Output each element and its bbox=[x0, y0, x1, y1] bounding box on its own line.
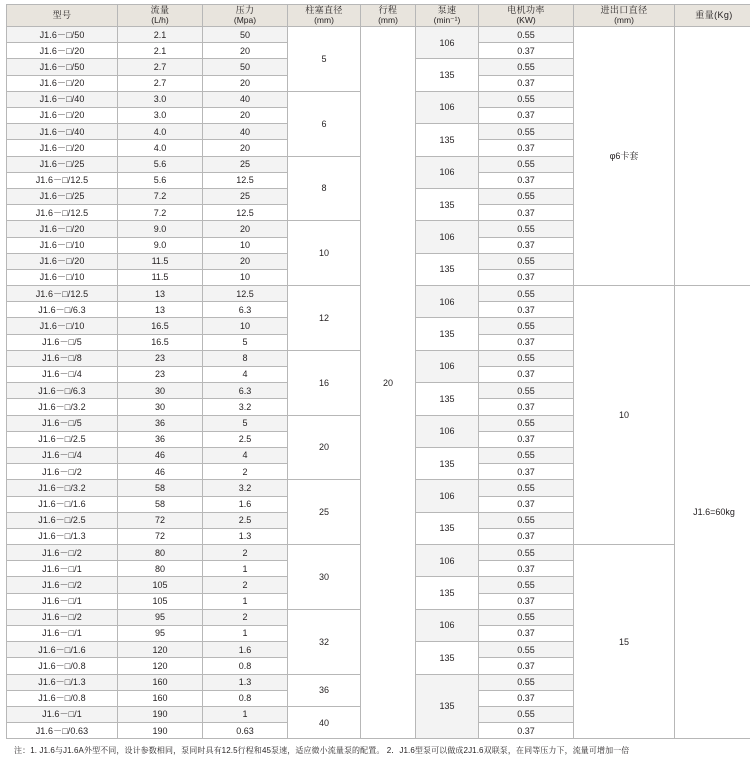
cell-pump-speed: 135 bbox=[416, 318, 479, 350]
cell-pressure: 20 bbox=[203, 108, 288, 124]
cell-pressure: 2 bbox=[203, 577, 288, 593]
cell-model: J1.6－□/6.3 bbox=[7, 383, 118, 399]
cell-model: J1.6－□/10 bbox=[7, 318, 118, 334]
cell-pressure: 2 bbox=[203, 609, 288, 625]
cell-motor-power: 0.55 bbox=[479, 512, 574, 528]
cell-model: J1.6－□/12.5 bbox=[7, 172, 118, 188]
col-header-power bbox=[479, 5, 574, 27]
cell-pressure: 20 bbox=[203, 75, 288, 91]
cell-plunger-diameter: 6 bbox=[288, 91, 361, 156]
col-header-plunger bbox=[288, 5, 361, 27]
cell-pressure: 25 bbox=[203, 188, 288, 204]
cell-motor-power: 0.37 bbox=[479, 690, 574, 706]
col-header-pressure-unit: (Mpa) bbox=[203, 16, 287, 26]
cell-pressure: 20 bbox=[203, 221, 288, 237]
col-header-flow bbox=[118, 5, 203, 27]
cell-model: J1.6－□/1 bbox=[7, 626, 118, 642]
cell-pressure: 20 bbox=[203, 253, 288, 269]
cell-pressure: 10 bbox=[203, 318, 288, 334]
cell-motor-power: 0.55 bbox=[479, 156, 574, 172]
cell-motor-power: 0.37 bbox=[479, 172, 574, 188]
cell-flow: 9.0 bbox=[118, 221, 203, 237]
cell-motor-power: 0.37 bbox=[479, 367, 574, 383]
cell-pump-speed: 106 bbox=[416, 27, 479, 59]
cell-pump-speed: 106 bbox=[416, 221, 479, 253]
cell-model: J1.6－□/1 bbox=[7, 593, 118, 609]
cell-flow: 95 bbox=[118, 609, 203, 625]
cell-model: J1.6－□/3.2 bbox=[7, 399, 118, 415]
col-header-speed-title: 泵速 bbox=[438, 5, 457, 15]
cell-pump-speed: 135 bbox=[416, 253, 479, 285]
cell-plunger-diameter: 40 bbox=[288, 706, 361, 738]
cell-flow: 23 bbox=[118, 367, 203, 383]
cell-motor-power: 0.37 bbox=[479, 334, 574, 350]
cell-motor-power: 0.37 bbox=[479, 658, 574, 674]
cell-model: J1.6－□/2 bbox=[7, 545, 118, 561]
col-header-weight bbox=[675, 5, 750, 27]
table-row bbox=[7, 27, 750, 43]
cell-weight: J1.6=60kg bbox=[675, 286, 750, 739]
cell-pump-speed: 106 bbox=[416, 156, 479, 188]
cell-pressure: 1.6 bbox=[203, 496, 288, 512]
cell-motor-power: 0.55 bbox=[479, 415, 574, 431]
cell-motor-power: 0.55 bbox=[479, 318, 574, 334]
cell-flow: 16.5 bbox=[118, 334, 203, 350]
cell-motor-power: 0.55 bbox=[479, 480, 574, 496]
cell-model: J1.6－□/5 bbox=[7, 415, 118, 431]
col-header-speed-unit: (min⁻¹) bbox=[416, 16, 478, 26]
cell-plunger-diameter: 8 bbox=[288, 156, 361, 221]
cell-pressure: 2 bbox=[203, 464, 288, 480]
cell-pressure: 1.3 bbox=[203, 528, 288, 544]
cell-pump-speed: 135 bbox=[416, 674, 479, 739]
cell-plunger-diameter: 16 bbox=[288, 350, 361, 415]
table-body bbox=[7, 27, 750, 739]
cell-pressure: 3.2 bbox=[203, 480, 288, 496]
cell-flow: 105 bbox=[118, 577, 203, 593]
cell-model: J1.6－□/25 bbox=[7, 188, 118, 204]
cell-flow: 11.5 bbox=[118, 269, 203, 285]
cell-model: J1.6－□/4 bbox=[7, 447, 118, 463]
cell-pressure: 0.63 bbox=[203, 723, 288, 739]
cell-motor-power: 0.55 bbox=[479, 674, 574, 690]
cell-model: J1.6－□/1.3 bbox=[7, 674, 118, 690]
cell-motor-power: 0.37 bbox=[479, 561, 574, 577]
cell-pressure: 20 bbox=[203, 43, 288, 59]
cell-flow: 36 bbox=[118, 415, 203, 431]
cell-model: J1.6－□/2 bbox=[7, 464, 118, 480]
cell-pressure: 12.5 bbox=[203, 205, 288, 221]
cell-pressure: 2.5 bbox=[203, 512, 288, 528]
cell-pump-speed: 106 bbox=[416, 350, 479, 382]
cell-flow: 30 bbox=[118, 383, 203, 399]
cell-motor-power: 0.37 bbox=[479, 723, 574, 739]
cell-plunger-diameter: 30 bbox=[288, 545, 361, 610]
cell-motor-power: 0.37 bbox=[479, 399, 574, 415]
cell-motor-power: 0.37 bbox=[479, 528, 574, 544]
cell-pressure: 0.8 bbox=[203, 690, 288, 706]
cell-plunger-diameter: 25 bbox=[288, 480, 361, 545]
cell-pump-speed: 135 bbox=[416, 512, 479, 544]
cell-flow: 2.7 bbox=[118, 75, 203, 91]
cell-flow: 2.7 bbox=[118, 59, 203, 75]
cell-flow: 58 bbox=[118, 496, 203, 512]
cell-model: J1.6－□/10 bbox=[7, 269, 118, 285]
cell-pressure: 4 bbox=[203, 367, 288, 383]
cell-model: J1.6－□/40 bbox=[7, 124, 118, 140]
cell-motor-power: 0.55 bbox=[479, 577, 574, 593]
cell-pressure: 1 bbox=[203, 561, 288, 577]
cell-motor-power: 0.37 bbox=[479, 108, 574, 124]
cell-model: J1.6－□/50 bbox=[7, 27, 118, 43]
cell-pump-speed: 135 bbox=[416, 383, 479, 415]
col-header-model-title: 型号 bbox=[53, 10, 72, 20]
cell-model: J1.6－□/40 bbox=[7, 91, 118, 107]
cell-motor-power: 0.55 bbox=[479, 253, 574, 269]
col-header-stroke bbox=[361, 5, 416, 27]
col-header-power-title: 电机功率 bbox=[507, 5, 545, 15]
cell-flow: 7.2 bbox=[118, 188, 203, 204]
cell-model: J1.6－□/20 bbox=[7, 108, 118, 124]
col-header-plunger-title: 柱塞直径 bbox=[305, 5, 343, 15]
cell-pump-speed: 106 bbox=[416, 91, 479, 123]
cell-pressure: 5 bbox=[203, 415, 288, 431]
cell-model: J1.6－□/2.5 bbox=[7, 512, 118, 528]
cell-motor-power: 0.37 bbox=[479, 496, 574, 512]
col-header-inlet bbox=[574, 5, 675, 27]
cell-flow: 16.5 bbox=[118, 318, 203, 334]
cell-model: J1.6－□/0.8 bbox=[7, 690, 118, 706]
cell-pressure: 50 bbox=[203, 27, 288, 43]
cell-pump-speed: 135 bbox=[416, 577, 479, 609]
cell-pressure: 3.2 bbox=[203, 399, 288, 415]
col-header-model bbox=[7, 5, 118, 27]
cell-inlet-diameter: φ6卡套 bbox=[574, 27, 675, 286]
cell-model: J1.6－□/1.3 bbox=[7, 528, 118, 544]
col-header-pressure-title: 压力 bbox=[236, 5, 255, 15]
cell-motor-power: 0.37 bbox=[479, 205, 574, 221]
cell-model: J1.6－□/1 bbox=[7, 561, 118, 577]
specification-table bbox=[6, 4, 750, 739]
cell-flow: 46 bbox=[118, 464, 203, 480]
cell-flow: 13 bbox=[118, 286, 203, 302]
cell-pressure: 10 bbox=[203, 269, 288, 285]
cell-model: J1.6－□/1.6 bbox=[7, 496, 118, 512]
cell-pump-speed: 106 bbox=[416, 609, 479, 641]
col-header-flow-unit: (L/h) bbox=[118, 16, 202, 26]
cell-flow: 120 bbox=[118, 658, 203, 674]
cell-pump-speed: 106 bbox=[416, 415, 479, 447]
cell-model: J1.6－□/0.63 bbox=[7, 723, 118, 739]
cell-flow: 72 bbox=[118, 528, 203, 544]
cell-model: J1.6－□/20 bbox=[7, 75, 118, 91]
cell-stroke: 20 bbox=[361, 27, 416, 739]
cell-flow: 46 bbox=[118, 447, 203, 463]
cell-plunger-diameter: 5 bbox=[288, 27, 361, 92]
cell-flow: 5.6 bbox=[118, 172, 203, 188]
cell-pressure: 6.3 bbox=[203, 302, 288, 318]
col-header-power-unit: (KW) bbox=[479, 16, 573, 26]
col-header-stroke-title: 行程 bbox=[379, 5, 398, 15]
cell-plunger-diameter: 20 bbox=[288, 415, 361, 480]
cell-motor-power: 0.37 bbox=[479, 43, 574, 59]
cell-flow: 7.2 bbox=[118, 205, 203, 221]
header-row bbox=[7, 5, 750, 27]
cell-model: J1.6－□/20 bbox=[7, 140, 118, 156]
cell-flow: 3.0 bbox=[118, 108, 203, 124]
col-header-inlet-title: 进出口直径 bbox=[600, 5, 647, 15]
cell-pump-speed: 135 bbox=[416, 59, 479, 91]
cell-model: J1.6－□/12.5 bbox=[7, 205, 118, 221]
cell-flow: 30 bbox=[118, 399, 203, 415]
cell-motor-power: 0.37 bbox=[479, 593, 574, 609]
cell-plunger-diameter: 32 bbox=[288, 609, 361, 674]
cell-motor-power: 0.37 bbox=[479, 302, 574, 318]
cell-motor-power: 0.37 bbox=[479, 237, 574, 253]
cell-flow: 9.0 bbox=[118, 237, 203, 253]
col-header-inlet-unit: (mm) bbox=[574, 16, 674, 26]
cell-motor-power: 0.55 bbox=[479, 545, 574, 561]
cell-flow: 72 bbox=[118, 512, 203, 528]
cell-motor-power: 0.55 bbox=[479, 383, 574, 399]
cell-model: J1.6－□/2 bbox=[7, 609, 118, 625]
cell-inlet-diameter: 15 bbox=[574, 545, 675, 739]
cell-flow: 4.0 bbox=[118, 140, 203, 156]
cell-flow: 4.0 bbox=[118, 124, 203, 140]
cell-pressure: 1 bbox=[203, 593, 288, 609]
cell-flow: 36 bbox=[118, 431, 203, 447]
cell-pressure: 4 bbox=[203, 447, 288, 463]
cell-motor-power: 0.37 bbox=[479, 269, 574, 285]
cell-flow: 11.5 bbox=[118, 253, 203, 269]
cell-pump-speed: 135 bbox=[416, 642, 479, 674]
cell-weight bbox=[675, 27, 750, 286]
table-header bbox=[7, 5, 750, 27]
cell-flow: 160 bbox=[118, 690, 203, 706]
cell-inlet-diameter: 10 bbox=[574, 286, 675, 545]
cell-motor-power: 0.55 bbox=[479, 609, 574, 625]
cell-pressure: 50 bbox=[203, 59, 288, 75]
col-header-weight-title: 重量(Kg) bbox=[695, 10, 732, 20]
cell-model: J1.6－□/10 bbox=[7, 237, 118, 253]
cell-pressure: 1 bbox=[203, 706, 288, 722]
cell-model: J1.6－□/1 bbox=[7, 706, 118, 722]
cell-pump-speed: 135 bbox=[416, 124, 479, 156]
cell-motor-power: 0.37 bbox=[479, 626, 574, 642]
cell-model: J1.6－□/0.8 bbox=[7, 658, 118, 674]
cell-motor-power: 0.55 bbox=[479, 642, 574, 658]
cell-motor-power: 0.55 bbox=[479, 91, 574, 107]
cell-flow: 95 bbox=[118, 626, 203, 642]
col-header-speed bbox=[416, 5, 479, 27]
cell-model: J1.6－□/20 bbox=[7, 221, 118, 237]
cell-flow: 105 bbox=[118, 593, 203, 609]
cell-pressure: 5 bbox=[203, 334, 288, 350]
cell-motor-power: 0.55 bbox=[479, 286, 574, 302]
cell-pressure: 1.3 bbox=[203, 674, 288, 690]
cell-pressure: 8 bbox=[203, 350, 288, 366]
cell-flow: 190 bbox=[118, 706, 203, 722]
cell-pump-speed: 106 bbox=[416, 545, 479, 577]
cell-pressure: 6.3 bbox=[203, 383, 288, 399]
cell-pressure: 40 bbox=[203, 91, 288, 107]
cell-model: J1.6－□/2.5 bbox=[7, 431, 118, 447]
cell-model: J1.6－□/20 bbox=[7, 253, 118, 269]
cell-flow: 23 bbox=[118, 350, 203, 366]
cell-flow: 13 bbox=[118, 302, 203, 318]
cell-flow: 190 bbox=[118, 723, 203, 739]
cell-model: J1.6－□/3.2 bbox=[7, 480, 118, 496]
cell-motor-power: 0.55 bbox=[479, 124, 574, 140]
cell-motor-power: 0.37 bbox=[479, 464, 574, 480]
cell-pump-speed: 106 bbox=[416, 480, 479, 512]
cell-motor-power: 0.55 bbox=[479, 221, 574, 237]
cell-motor-power: 0.55 bbox=[479, 188, 574, 204]
cell-model: J1.6－□/8 bbox=[7, 350, 118, 366]
cell-pressure: 25 bbox=[203, 156, 288, 172]
cell-model: J1.6－□/20 bbox=[7, 43, 118, 59]
cell-flow: 80 bbox=[118, 545, 203, 561]
cell-pump-speed: 135 bbox=[416, 447, 479, 479]
cell-pressure: 12.5 bbox=[203, 172, 288, 188]
cell-pump-speed: 106 bbox=[416, 286, 479, 318]
cell-model: J1.6－□/25 bbox=[7, 156, 118, 172]
cell-model: J1.6－□/4 bbox=[7, 367, 118, 383]
cell-motor-power: 0.55 bbox=[479, 59, 574, 75]
cell-pressure: 0.8 bbox=[203, 658, 288, 674]
cell-motor-power: 0.37 bbox=[479, 75, 574, 91]
cell-pressure: 2.5 bbox=[203, 431, 288, 447]
cell-plunger-diameter: 36 bbox=[288, 674, 361, 706]
cell-pressure: 2 bbox=[203, 545, 288, 561]
cell-flow: 80 bbox=[118, 561, 203, 577]
cell-pump-speed: 135 bbox=[416, 188, 479, 220]
cell-flow: 5.6 bbox=[118, 156, 203, 172]
footnote: 注：1. J1.6与J1.6A外型不同，设计参数相同，泵同时具有12.5行程和45泵速，适应微小流量泵的配置。 2．J1.6型泵可以做成2J1.6双联泵，在同等压力下，流量可增加一倍 bbox=[14, 745, 738, 757]
cell-model: J1.6－□/12.5 bbox=[7, 286, 118, 302]
cell-flow: 58 bbox=[118, 480, 203, 496]
col-header-stroke-unit: (mm) bbox=[361, 16, 415, 26]
cell-model: J1.6－□/1.6 bbox=[7, 642, 118, 658]
cell-model: J1.6－□/5 bbox=[7, 334, 118, 350]
cell-flow: 2.1 bbox=[118, 27, 203, 43]
cell-motor-power: 0.55 bbox=[479, 706, 574, 722]
col-header-pressure bbox=[203, 5, 288, 27]
cell-plunger-diameter: 12 bbox=[288, 286, 361, 351]
cell-motor-power: 0.55 bbox=[479, 350, 574, 366]
cell-pressure: 40 bbox=[203, 124, 288, 140]
cell-pressure: 1.6 bbox=[203, 642, 288, 658]
col-header-flow-title: 流量 bbox=[151, 5, 170, 15]
cell-pressure: 1 bbox=[203, 626, 288, 642]
cell-motor-power: 0.55 bbox=[479, 447, 574, 463]
cell-motor-power: 0.55 bbox=[479, 27, 574, 43]
cell-model: J1.6－□/50 bbox=[7, 59, 118, 75]
cell-motor-power: 0.37 bbox=[479, 431, 574, 447]
cell-model: J1.6－□/2 bbox=[7, 577, 118, 593]
cell-flow: 120 bbox=[118, 642, 203, 658]
cell-pressure: 10 bbox=[203, 237, 288, 253]
cell-flow: 160 bbox=[118, 674, 203, 690]
cell-motor-power: 0.37 bbox=[479, 140, 574, 156]
cell-pressure: 12.5 bbox=[203, 286, 288, 302]
cell-flow: 2.1 bbox=[118, 43, 203, 59]
col-header-plunger-unit: (mm) bbox=[288, 16, 360, 26]
cell-pressure: 20 bbox=[203, 140, 288, 156]
cell-flow: 3.0 bbox=[118, 91, 203, 107]
cell-plunger-diameter: 10 bbox=[288, 221, 361, 286]
cell-model: J1.6－□/6.3 bbox=[7, 302, 118, 318]
